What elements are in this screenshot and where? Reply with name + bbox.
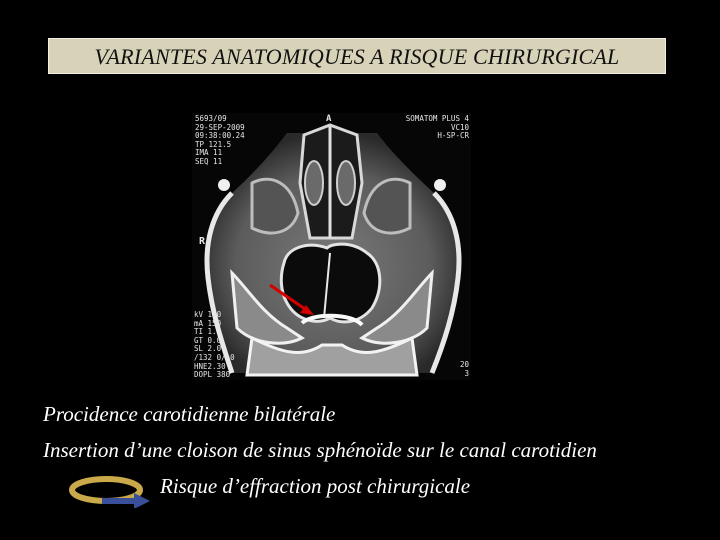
orientation-left-label: R bbox=[199, 236, 206, 247]
scan-info-bottom-right: 20 3 bbox=[459, 360, 469, 378]
orientation-top-label: A bbox=[326, 114, 332, 124]
slide-title: VARIANTES ANATOMIQUES A RISQUE CHIRURGICAL bbox=[94, 44, 620, 69]
caption-line-3: Risque d’effraction post chirurgicale bbox=[160, 474, 471, 498]
caption-line-2: Insertion d’une cloison de sinus sphénoïde sur le canal carotidien bbox=[43, 438, 597, 462]
scan-info-top-right: SOMATOM PLUS 4 VC10 H-SP-CR bbox=[405, 114, 469, 141]
scan-info-bottom-left: kV 140 mA 150 TI 1.5 GT 0.0 SL 2.0 /132 0/-0 HNE2.30 DOPL 380 bbox=[194, 310, 235, 380]
slide-title-box bbox=[48, 38, 666, 74]
ct-scan-image bbox=[192, 113, 471, 380]
scan-info-top-left: 5693/09 29-SEP-2009 09:38:00.24 TP 121.5 IMA 11 SEQ 11 bbox=[195, 114, 245, 166]
curved-arrow-icon bbox=[64, 472, 158, 508]
caption-line-1: Procidence carotidienne bilatérale bbox=[43, 402, 336, 426]
